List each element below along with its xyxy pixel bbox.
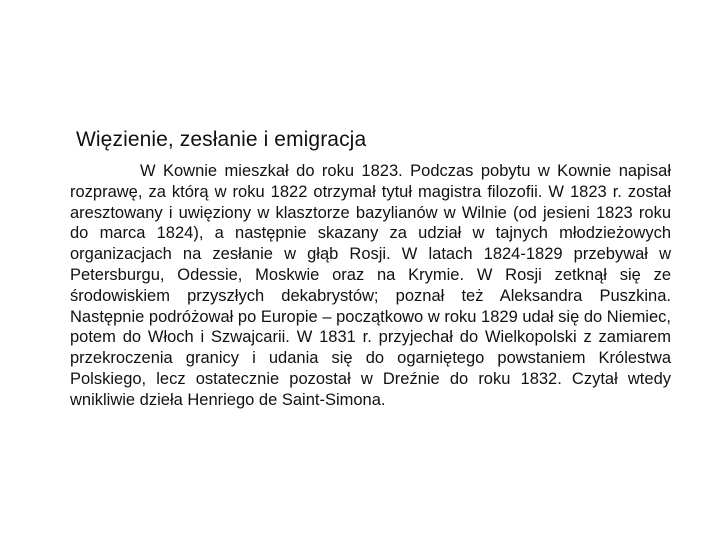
slide-heading: Więzienie, zesłanie i emigracja — [76, 128, 367, 151]
slide-body-paragraph: W Kownie mieszkał do roku 1823. Podczas pobytu w Kownie napisał rozprawę, za którą w roku 1822 otrzymał tytuł magistra filozofii. W 1823 r. został aresztowany i uwięziony w klasztorze bazylianów w Wilnie (od jesieni 1823 roku do marca 1824), a następnie skazany za udział w tajnych młodzieżowych organizacjach na zesłanie w głąb Rosji. W latach 1824-1829 przebywał w Petersburgu, Odessie, Moskwie oraz na Krymie. W Rosji zetknął się ze środowiskiem przyszłych dekabrystów; poznał też Aleksandra Puszkina. Następnie podróżował po Europie – początkowo w roku 1829 udał się do Niemiec, potem do Włoch i Szwajcarii. W 1831 r. przyjechał do Wielkopolski z zamiarem przekroczenia granicy i udania się do ogarniętego powstaniem Królestwa Polskiego, lecz ostatecznie pozostał w Dreźnie do roku 1832. Czytał wtedy wnikliwie dzieła Henriego de Saint-Simona. — [70, 162, 671, 409]
